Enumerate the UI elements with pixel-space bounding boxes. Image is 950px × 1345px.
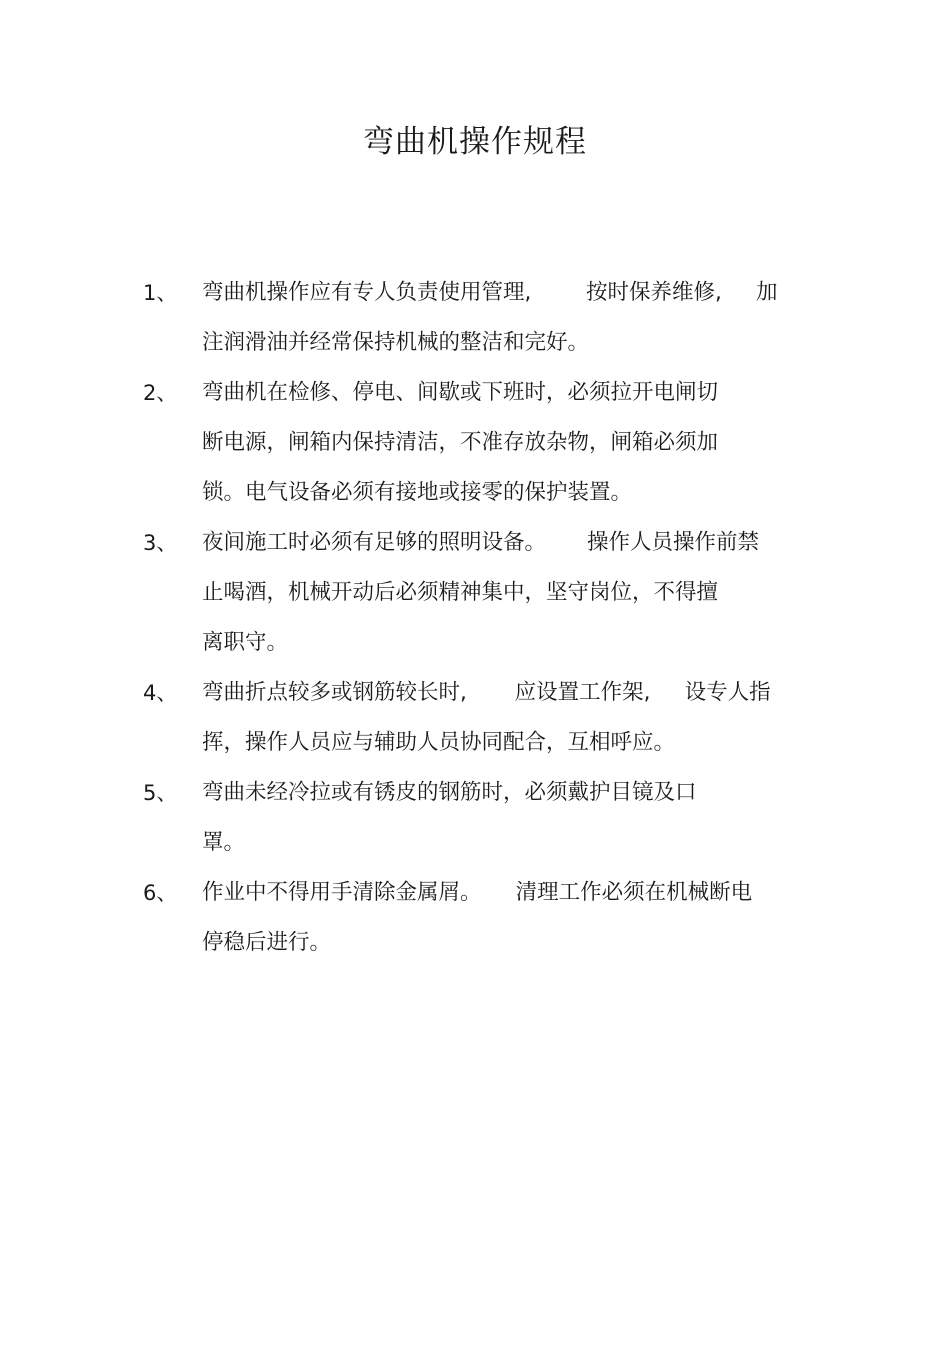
- item-text-line: 离职守。: [202, 630, 289, 655]
- item-text-line: 夜间施工时必须有足够的照明设备。 操作人员操作前禁: [202, 530, 760, 555]
- item-number: 1、: [143, 281, 178, 305]
- page-title: 弯曲机操作规程: [363, 124, 587, 160]
- item-text-line: 锁。电气设备必须有接地或接零的保护装置。: [202, 480, 633, 505]
- item-text-line: 弯曲未经冷拉或有锈皮的钢筋时，必须戴护目镜及口: [202, 780, 697, 805]
- item-number: 6、: [143, 881, 178, 905]
- item-text-line: 挥，操作人员应与辅助人员协同配合，互相呼应。: [202, 730, 676, 755]
- item-number: 5、: [143, 781, 178, 805]
- item-number: 3、: [143, 531, 178, 555]
- item-text-line: 注润滑油并经常保持机械的整洁和完好。: [202, 330, 590, 355]
- item-text-line: 弯曲折点较多或钢筋较长时, 应设置工作架, 设专人指: [202, 680, 771, 705]
- item-text-line: 停稳后进行。: [202, 930, 332, 955]
- item-text-line: 弯曲机在检修、停电、间歇或下班时，必须拉开电闸切: [202, 380, 719, 405]
- item-number: 4、: [143, 681, 178, 705]
- item-text-line: 罩。: [202, 830, 246, 855]
- item-text-line: 止喝酒，机械开动后必须精神集中，坚守岗位，不得擅: [202, 580, 719, 605]
- item-number: 2、: [143, 381, 178, 405]
- item-text-line: 弯曲机操作应有专人负责使用管理, 按时保养维修, 加: [202, 280, 778, 305]
- item-text-line: 断电源，闸箱内保持清洁，不准存放杂物，闸箱必须加: [202, 430, 719, 455]
- item-text-line: 作业中不得用手清除金属屑。 清理工作必须在机械断电: [202, 880, 753, 905]
